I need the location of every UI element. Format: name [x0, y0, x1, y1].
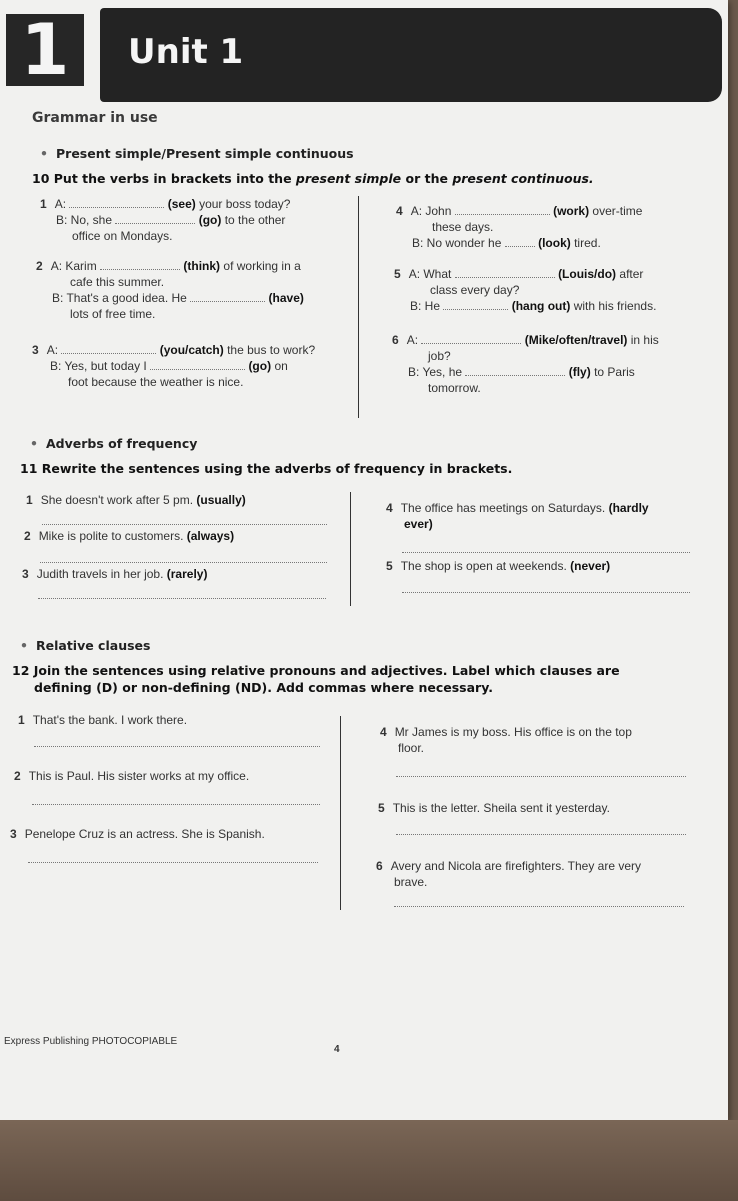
answer-line[interactable] — [32, 804, 320, 805]
exercise-12-item: 6 Avery and Nicola are firefighters. They are very brave. — [376, 859, 642, 889]
exercise-11-item: 1 She doesn't work after 5 pm. (usually) — [26, 493, 246, 507]
column-divider — [350, 492, 351, 606]
answer-line[interactable] — [34, 746, 320, 747]
exercise-12-item: 5 This is the letter. Sheila sent it yesterday. — [378, 801, 610, 815]
exercise-12-item: 4 Mr James is my boss. His office is on the top floor. — [380, 725, 632, 755]
column-divider — [358, 196, 359, 418]
answer-blank[interactable] — [465, 365, 565, 376]
answer-line[interactable] — [40, 562, 327, 563]
answer-blank[interactable] — [421, 333, 521, 344]
exercise-12-item: 3 Penelope Cruz is an actress. She is Spanish. — [10, 827, 265, 841]
answer-blank[interactable] — [61, 343, 156, 354]
exercise-11-item: 3 Judith travels in her job. (rarely) — [22, 567, 208, 581]
answer-blank[interactable] — [190, 291, 265, 302]
topic-adverbs-of-frequency: • Adverbs of frequency — [30, 436, 198, 451]
unit-number-badge: 1 — [6, 14, 84, 86]
column-divider — [340, 716, 341, 910]
bullet-icon: • — [40, 146, 48, 161]
exercise-10-instruction: 10 Put the verbs in brackets into the present simple or the present continuous. — [32, 171, 594, 186]
answer-line[interactable] — [38, 598, 326, 599]
exercise-12-item: 1 That's the bank. I work there. — [18, 713, 188, 727]
topic-present-simple: • Present simple/Present simple continuous — [40, 146, 354, 161]
exercise-11-item: 2 Mike is polite to customers. (always) — [24, 529, 235, 543]
exercise-10-item: 2 A: Karim (think) of working in a cafe this summer. B: That's a good idea. He (have) lots of free time. — [36, 259, 304, 321]
answer-line[interactable] — [396, 776, 686, 777]
exercise-11-item: 5 The shop is open at weekends. (never) — [386, 559, 611, 573]
answer-line[interactable] — [396, 834, 686, 835]
answer-blank[interactable] — [505, 236, 535, 247]
page-number: 4 — [334, 1044, 340, 1055]
bullet-icon: • — [30, 436, 38, 451]
unit-banner — [100, 8, 722, 102]
answer-blank[interactable] — [150, 359, 245, 370]
unit-title: Unit 1 — [128, 32, 244, 72]
exercise-10-item: 1 A: (see) your boss today? B: No, she (go) to the other office on Mondays. — [40, 197, 291, 243]
exercise-10-item: 6 A: (Mike/often/travel) in his job? B: Yes, he (fly) to Paris tomorrow. — [392, 333, 659, 395]
answer-blank[interactable] — [69, 197, 164, 208]
exercise-11-instruction: 11 Rewrite the sentences using the adverbs of frequency in brackets. — [20, 461, 513, 476]
answer-line[interactable] — [402, 592, 690, 593]
answer-blank[interactable] — [455, 267, 555, 278]
section-title: Grammar in use — [32, 110, 158, 126]
exercise-12-instruction: 12 Join the sentences using relative pronouns and adjectives. Label which clauses are defining (D) or non-defining (ND). Add commas where necessary. — [12, 663, 620, 695]
exercise-10-item: 3 A: (you/catch) the bus to work? B: Yes, but today I (go) on foot because the weather is nice. — [32, 343, 316, 389]
answer-line[interactable] — [394, 906, 684, 907]
answer-blank[interactable] — [115, 213, 195, 224]
answer-line[interactable] — [42, 524, 327, 525]
answer-line[interactable] — [28, 862, 318, 863]
exercise-12-item: 2 This is Paul. His sister works at my office. — [14, 769, 250, 783]
answer-blank[interactable] — [100, 259, 180, 270]
exercise-10-item: 5 A: What (Louis/do) after class every day? B: He (hang out) with his friends. — [394, 267, 657, 313]
table-surface — [0, 1120, 738, 1201]
answer-line[interactable] — [402, 552, 690, 553]
answer-blank[interactable] — [443, 299, 508, 310]
exercise-10-item: 4 A: John (work) over-time these days. B: No wonder he (look) tired. — [396, 204, 643, 250]
answer-blank[interactable] — [455, 204, 550, 215]
publisher-footer: Express Publishing PHOTOCOPIABLE — [4, 1036, 178, 1047]
exercise-11-item: 4 The office has meetings on Saturdays. (hardly ever) — [386, 501, 649, 531]
bullet-icon: • — [20, 638, 28, 653]
topic-relative-clauses: • Relative clauses — [20, 638, 151, 653]
